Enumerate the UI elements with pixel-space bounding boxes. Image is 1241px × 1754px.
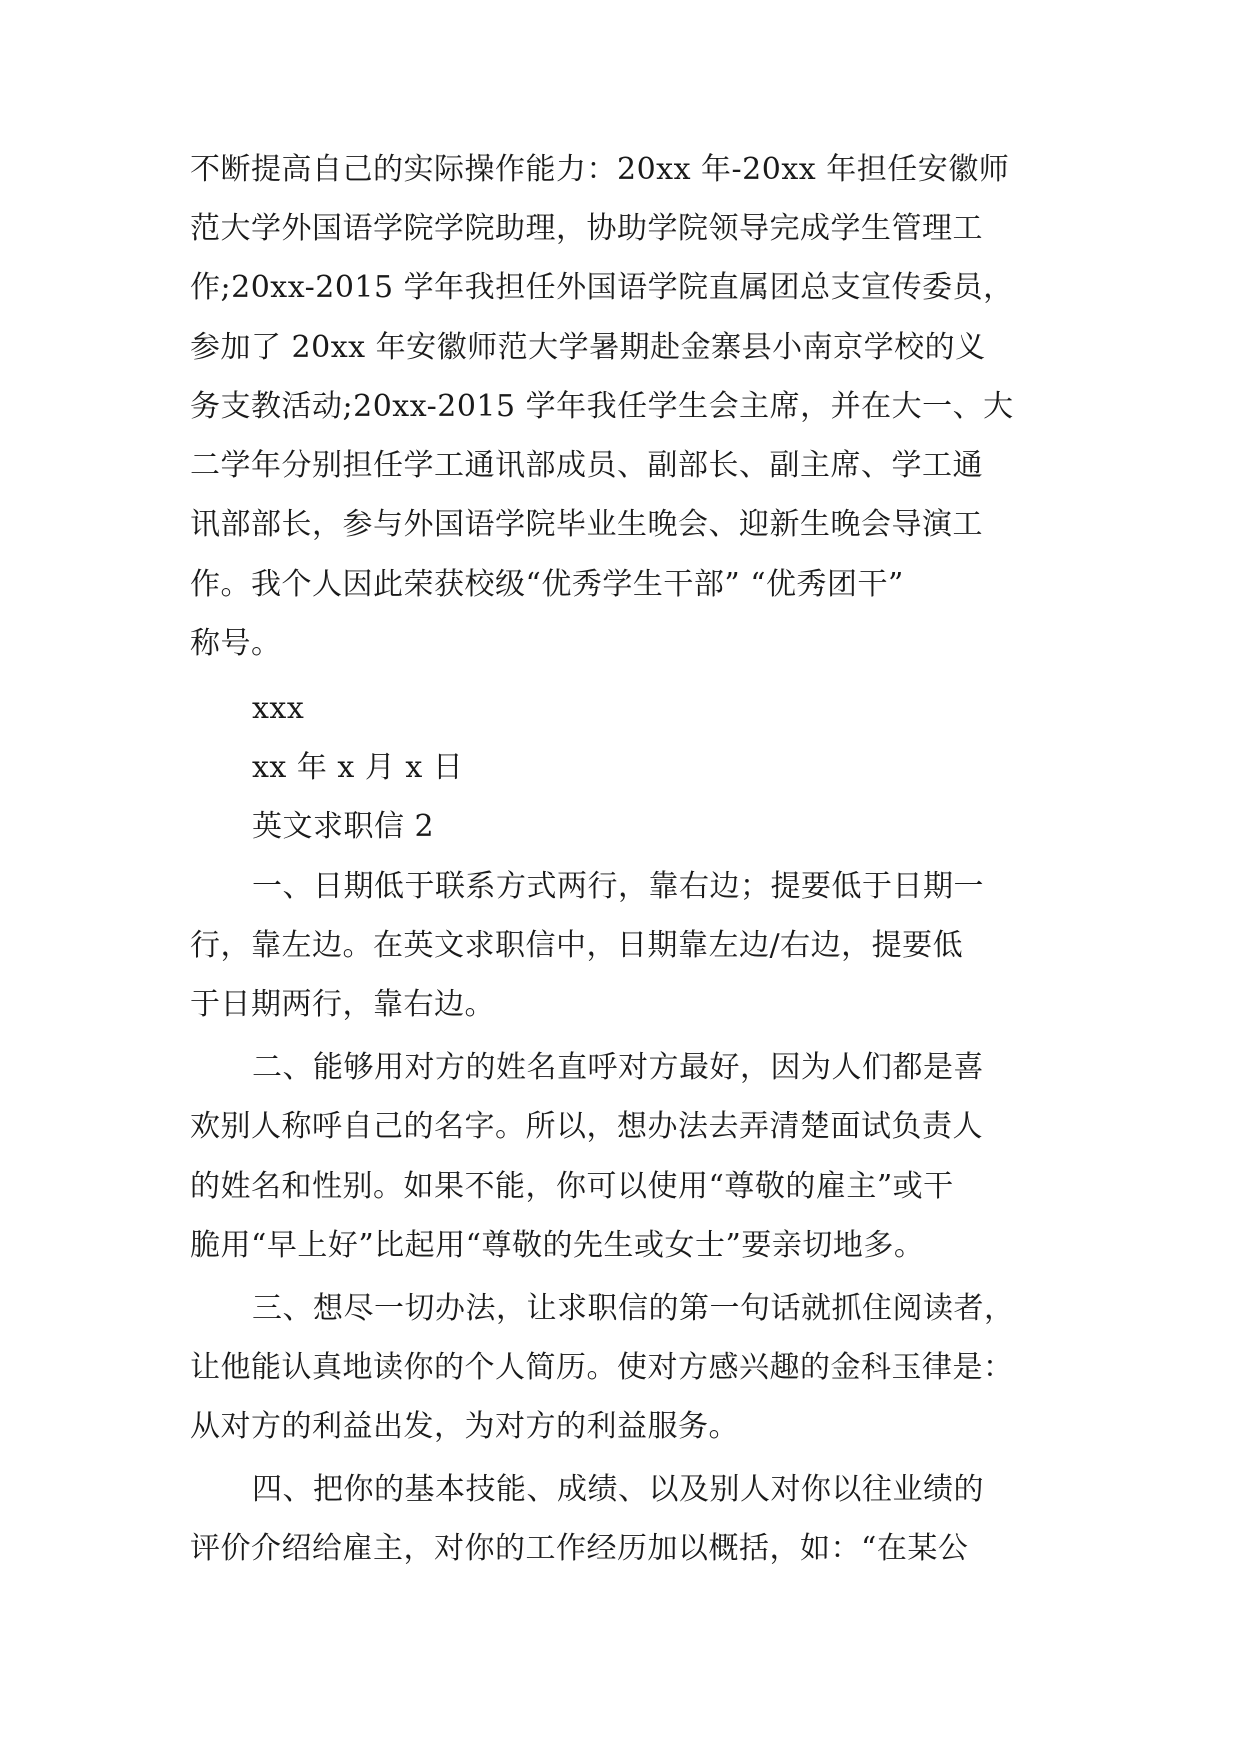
paragraph1-line: 不断提高自己的实际操作能力：20xx 年-20xx 年担任安徽师	[190, 152, 1010, 187]
tip3-line: 让他能认真地读你的个人简历。使对方感兴趣的金科玉律是：	[190, 1350, 1014, 1385]
paragraph1-line: 二学年分别担任学工通讯部成员、副部长、副主席、学工通	[190, 448, 983, 483]
tip3-line: 三、想尽一切办法，让求职信的第一句话就抓住阅读者，	[252, 1291, 1015, 1326]
tip1-line: 于日期两行，靠右边。	[190, 987, 495, 1022]
tip2-line: 脆用“早上好”比起用“尊敬的先生或女士”要亲切地多。	[190, 1228, 925, 1263]
paragraph1-line: 参加了 20xx 年安徽师范大学暑期赴金寨县小南京学校的义	[190, 330, 986, 365]
tip1-line: 行，靠左边。在英文求职信中，日期靠左边/右边，提要低	[190, 928, 964, 963]
tip2-line: 二、能够用对方的姓名直呼对方最好，因为人们都是喜	[252, 1050, 984, 1085]
tip2-line: 欢别人称呼自己的名字。所以，想办法去弄清楚面试负责人	[190, 1109, 983, 1144]
date: xx 年 x 月 x 日	[252, 750, 464, 785]
paragraph1-line: 作。我个人因此荣获校级“优秀学生干部” “优秀团干”	[190, 567, 904, 602]
paragraph1-line: 作;20xx-2015 学年我担任外国语学院直属团总支宣传委员，	[190, 270, 1014, 305]
paragraph1-line: 范大学外国语学院学院助理，协助学院领导完成学生管理工	[190, 211, 983, 246]
paragraph1-line: 称号。	[190, 626, 282, 661]
tip4-line: 评价介绍给雇主，对你的工作经历加以概括，如：“在某公	[190, 1531, 969, 1566]
tip2-line: 的姓名和性别。如果不能，你可以使用“尊敬的雇主”或干	[190, 1169, 954, 1204]
tip4-line: 四、把你的基本技能、成绩、以及别人对你以往业绩的	[252, 1472, 984, 1507]
tip3-line: 从对方的利益出发，为对方的利益服务。	[190, 1409, 739, 1444]
section-title: 英文求职信 2	[252, 809, 435, 844]
paragraph1-line: 务支教活动;20xx-2015 学年我任学生会主席，并在大一、大	[190, 389, 1014, 424]
tip1-line: 一、日期低于联系方式两行，靠右边；提要低于日期一	[252, 869, 984, 904]
paragraph1-line: 讯部部长，参与外国语学院毕业生晚会、迎新生晚会导演工	[190, 507, 983, 542]
signature: xxx	[252, 691, 305, 726]
